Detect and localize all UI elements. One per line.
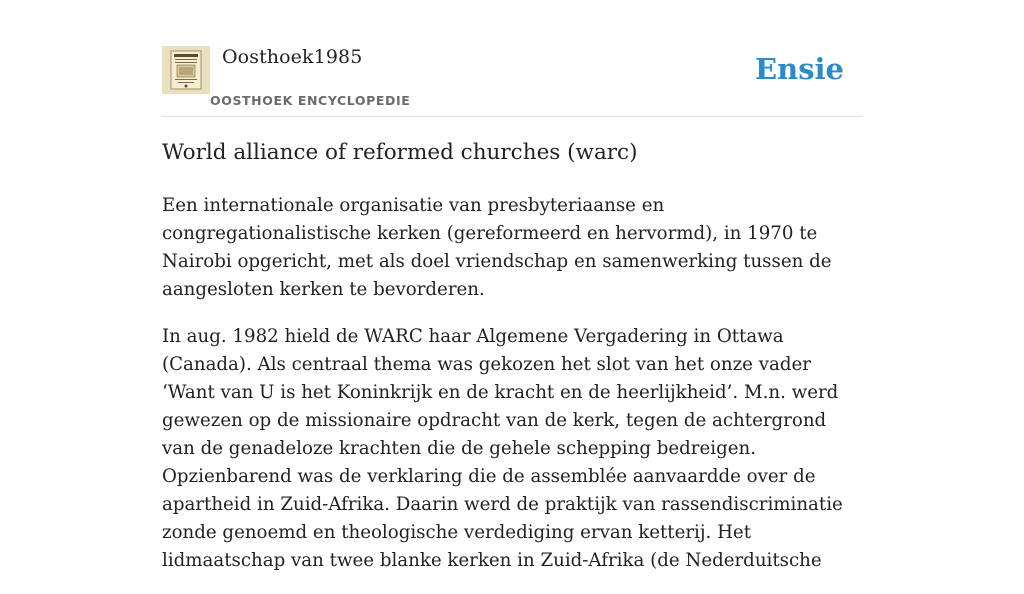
header (162, 40, 862, 117)
source-label[interactable]: OOSTHOEK ENCYCLOPEDIE (210, 93, 411, 108)
article-paragraph: Een internationale organisatie van presbyteriaanse en congregationalistische kerken (gereformeerd en hervormd), in 1970 te Nairobi opgericht, met als doel vriendschap en samenwerking tussen de aangesloten kerken te bevorderen. (162, 195, 832, 300)
article-title: World alliance of reformed churches (warc) (162, 140, 638, 165)
article-body (162, 192, 862, 594)
author-name[interactable]: Oosthoek1985 (222, 46, 363, 68)
site-logo[interactable]: Ensie (755, 52, 844, 86)
article-paragraph: In aug. 1982 hield de WARC haar Algemene Vergadering in Ottawa (Canada). Als centraal thema was gekozen het slot van het onze vader ‘Want van U is het Koninkrijk en de kracht en de heerlijkheid’. M.n. werd gewezen op de missionaire opdracht van de kerk, tegen de achtergrond van de genadeloze krachten die de gehele schepping bedreigen. Opzienbarend was de verklaring die de assemblée aanvaardde over de apartheid in Zuid-Afrika. Daarin werd de praktijk van rassendiscriminatie zonde genoemd en theologische verdediging ervan ketterij. Het lidmaatschap van twee blanke kerken in Zuid-Afrika (de Nederduitsche (162, 326, 843, 571)
author-avatar[interactable] (162, 46, 210, 94)
book-cover-icon (162, 46, 210, 94)
